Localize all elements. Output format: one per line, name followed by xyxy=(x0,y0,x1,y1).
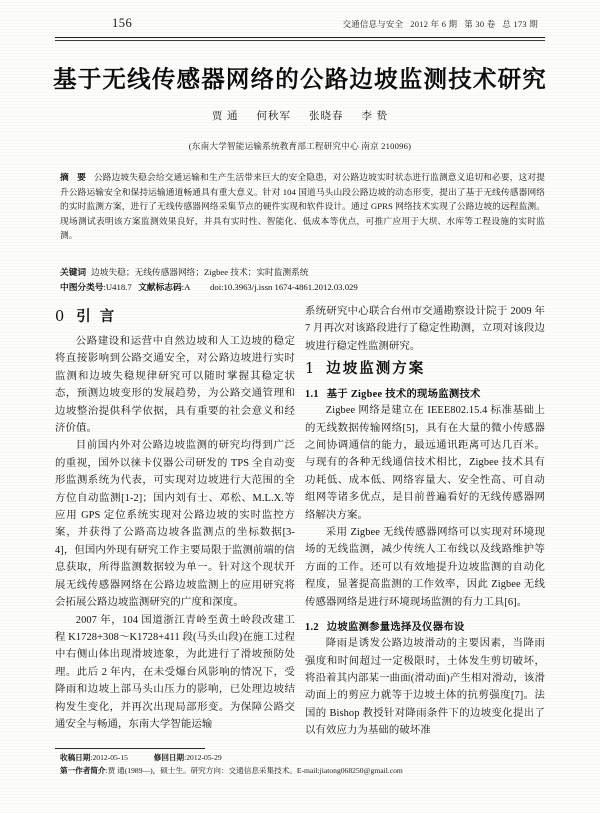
body-columns xyxy=(55,303,545,743)
doc-code-value: A xyxy=(184,282,190,292)
body-paragraph: 系统研究中心联合台州市交通勘察设计院于 2009 年 7 月再次对该路段进行了稳定性勘测，立项对该段边坡进行稳定性监测研究。 xyxy=(305,306,545,352)
abstract-label: 摘 要 xyxy=(60,172,89,182)
journal-issue: 2012 年 6 期 xyxy=(410,20,458,29)
section-title: 引 言 xyxy=(76,308,117,325)
section-number: 1 xyxy=(305,361,317,378)
bio-label: 第一作者简介 xyxy=(60,765,106,775)
received-label: 收稿日期 xyxy=(60,753,91,762)
subsection-title: 边坡监测参量选择及仪器布设 xyxy=(326,622,465,634)
author-3: 张晓春 xyxy=(309,111,344,122)
revised-label: 修回日期 xyxy=(153,753,185,762)
body-paragraph: 2007 年，104 国道浙江青岭至黄土岭段改建工程 K1728+308～K1728+411 段(马头山段)在施工过程中右侧山体出现滑坡迹象，为此进行了滑坡预防处理。此后 2 年内，在未受爆台风影响的情况下，受降雨和边坡上部马头山压力的影响，已处理边坡结构发生变化，并再次出现局部形变。为保障公路交通安全与畅通，东南大学智能运输 xyxy=(55,614,295,730)
header-rule-thick xyxy=(55,37,545,38)
footnote-dates: 收稿日期:2012-05-15 修回日期:2012-05-29 xyxy=(60,753,222,762)
subsection-number: 1.2 xyxy=(305,622,319,634)
journal-name: 交通信息与安全 xyxy=(342,20,404,29)
journal-citation-line xyxy=(343,18,545,30)
journal-serial: 总 173 期 xyxy=(502,20,538,29)
journal-volume: 第 30 卷 xyxy=(464,20,496,29)
subsection-title: 基于 Zigbee 技术的现场监测技术 xyxy=(326,389,481,401)
author-1: 贾 通 xyxy=(211,111,239,122)
abstract-text: 公路边坡失稳会给交通运输和生产生活带来巨大的安全隐患，对公路边坡实时状态进行监测意义追切和必要，这对提升公路运输安全和保持运输通道畅通具有重大意义。针对 104 国道马头山段公路边坡的动态形变，提出了基于无线传感器网络的实时监测方案，进行了无线传感器网络采集节点的硬件实现和软件设计。通过 GPRS 网络技术实现了公路边坡的远程监测。现场测试表明该方案监测效果良好，并具有实时性、智能化、低成本等优点，可推广应用于大坝、水库等工程设施的实时监测。 xyxy=(60,172,546,241)
clc-label: 中图分类号 xyxy=(60,282,104,292)
header-rule-thin xyxy=(55,40,545,41)
doc-code-label: 文献标志码 xyxy=(138,282,182,292)
section-number: 0 xyxy=(55,309,67,325)
clc-value: U418.7 xyxy=(105,282,132,292)
page-title: 基于无线传感器网络的公路边坡监测技术研究 xyxy=(53,65,547,93)
footnote-block xyxy=(60,752,560,777)
body-paragraph: 目前国内外对公路边坡监测的研究均得到广泛的重视，国外以徕卡仪器公司研发的 TPS 全自动变形监测系统为代表，可实现对边坡进行大范围的全方位自动监测[1-2]；国内刘有士、邓松、M.L.X.等应用 GPS 定位系统实现对公路边坡的实时监控方案，并获得了公路高边坡各监测点的坐标数据[3-4]，但国内外现有研究工作主要局限于监测前端的信息获取，所得监测数据较为单一。针对这个现状开展无线传感器网络在公路边坡监测上的应用研究将会拓展公路边坡监测研究的广度和深度。 xyxy=(55,440,295,609)
body-paragraph: 公路建设和运营中自然边坡和人工边坡的稳定将直接影响到公路交通安全，对公路边坡进行实时监测和边坡失稳规律研究可以随时掌握其稳定状态，预测边坡变形的发展趋势，为公路交通管理和边坡整治提供科学依据，具有重要的社会意义和经济价值。 xyxy=(55,336,295,435)
revised-date: 2012-05-29 xyxy=(186,753,222,762)
column-right xyxy=(305,303,545,740)
section-title: 边坡监测方案 xyxy=(326,360,426,378)
keywords-block xyxy=(60,265,545,280)
received-date: 2012-05-15 xyxy=(92,753,128,762)
subsection-heading xyxy=(305,618,545,633)
running-head xyxy=(0,16,600,38)
classification-block: 中图分类号:U418.7 文献标志码:A doi:10.3963/j.issn 1674-4861.2012.03.029 xyxy=(60,282,358,292)
body-paragraph: Zigbee 网络是建立在 IEEE802.15.4 标准基础上的无线数据传输网络[5]，具有在大量的微小传感器之间协调通信的能力，最远通讯距离可达几百米。与现有的各种无线通信技术相比，Zigbee 技术具有功耗低、成本低、网络容量大、安全性高、可自动组网等诸多优点，是目前普遍看好的无线传感器网络解决方案。 xyxy=(305,405,545,521)
author-4: 李 贽 xyxy=(361,111,389,122)
body-paragraph: 采用 Zigbee 无线传感器网络可以实现对环境现场的无线监测，减少传统人工布线以及线路维护等方面的工作。还可以有效地提升边坡监测的自动化程度，显著提高监测的工作效率，因此 Zigbee 无线传感器网络是进行环境现场监测的有力工具[6]。 xyxy=(305,527,545,608)
bio-text: 贾 通(1989—)，硕士生。研究方向：交通信息采集技术。E-mail:jiatong068250@gmail.com xyxy=(107,765,403,775)
section-heading xyxy=(55,305,295,326)
footnote-rule xyxy=(55,748,205,749)
column-left xyxy=(55,303,295,733)
section-heading xyxy=(305,357,545,378)
author-2: 何秋军 xyxy=(256,111,291,122)
page-number: 156 xyxy=(112,16,133,30)
body-paragraph: 降雨是诱发公路边坡滑动的主要因素，当降雨强度和时间超过一定极限时，土体发生剪切破坏，将沿着其内部某一曲面(滑动面)产生相对滑动，该滑动面上的剪应力就等于边坡土体的抗剪强度[7]。法国的 Bishop 教授针对降雨条件下的边坡变化提出了以有效应力为基础的破坏准 xyxy=(305,638,545,737)
footnote-bio: 第一作者简介:贾 通(1989—)，硕士生。研究方向：交通信息采集技术。E-mail:jiatong068250@gmail.com xyxy=(60,765,403,775)
author-list xyxy=(0,108,600,123)
keywords-text: 边坡失稳；无线传感器网络；Zigbee 技术；实时监测系统 xyxy=(91,267,309,277)
doi-value: doi:10.3963/j.issn 1674-4861.2012.03.029 xyxy=(210,282,358,292)
abstract-block xyxy=(60,170,545,243)
subsection-number: 1.1 xyxy=(305,389,319,401)
subsection-heading xyxy=(305,385,545,400)
keywords-label: 关键词 xyxy=(60,267,87,277)
affiliation: (东南大学智能运输系统教育部工程研究中心 南京 210096) xyxy=(188,141,412,151)
